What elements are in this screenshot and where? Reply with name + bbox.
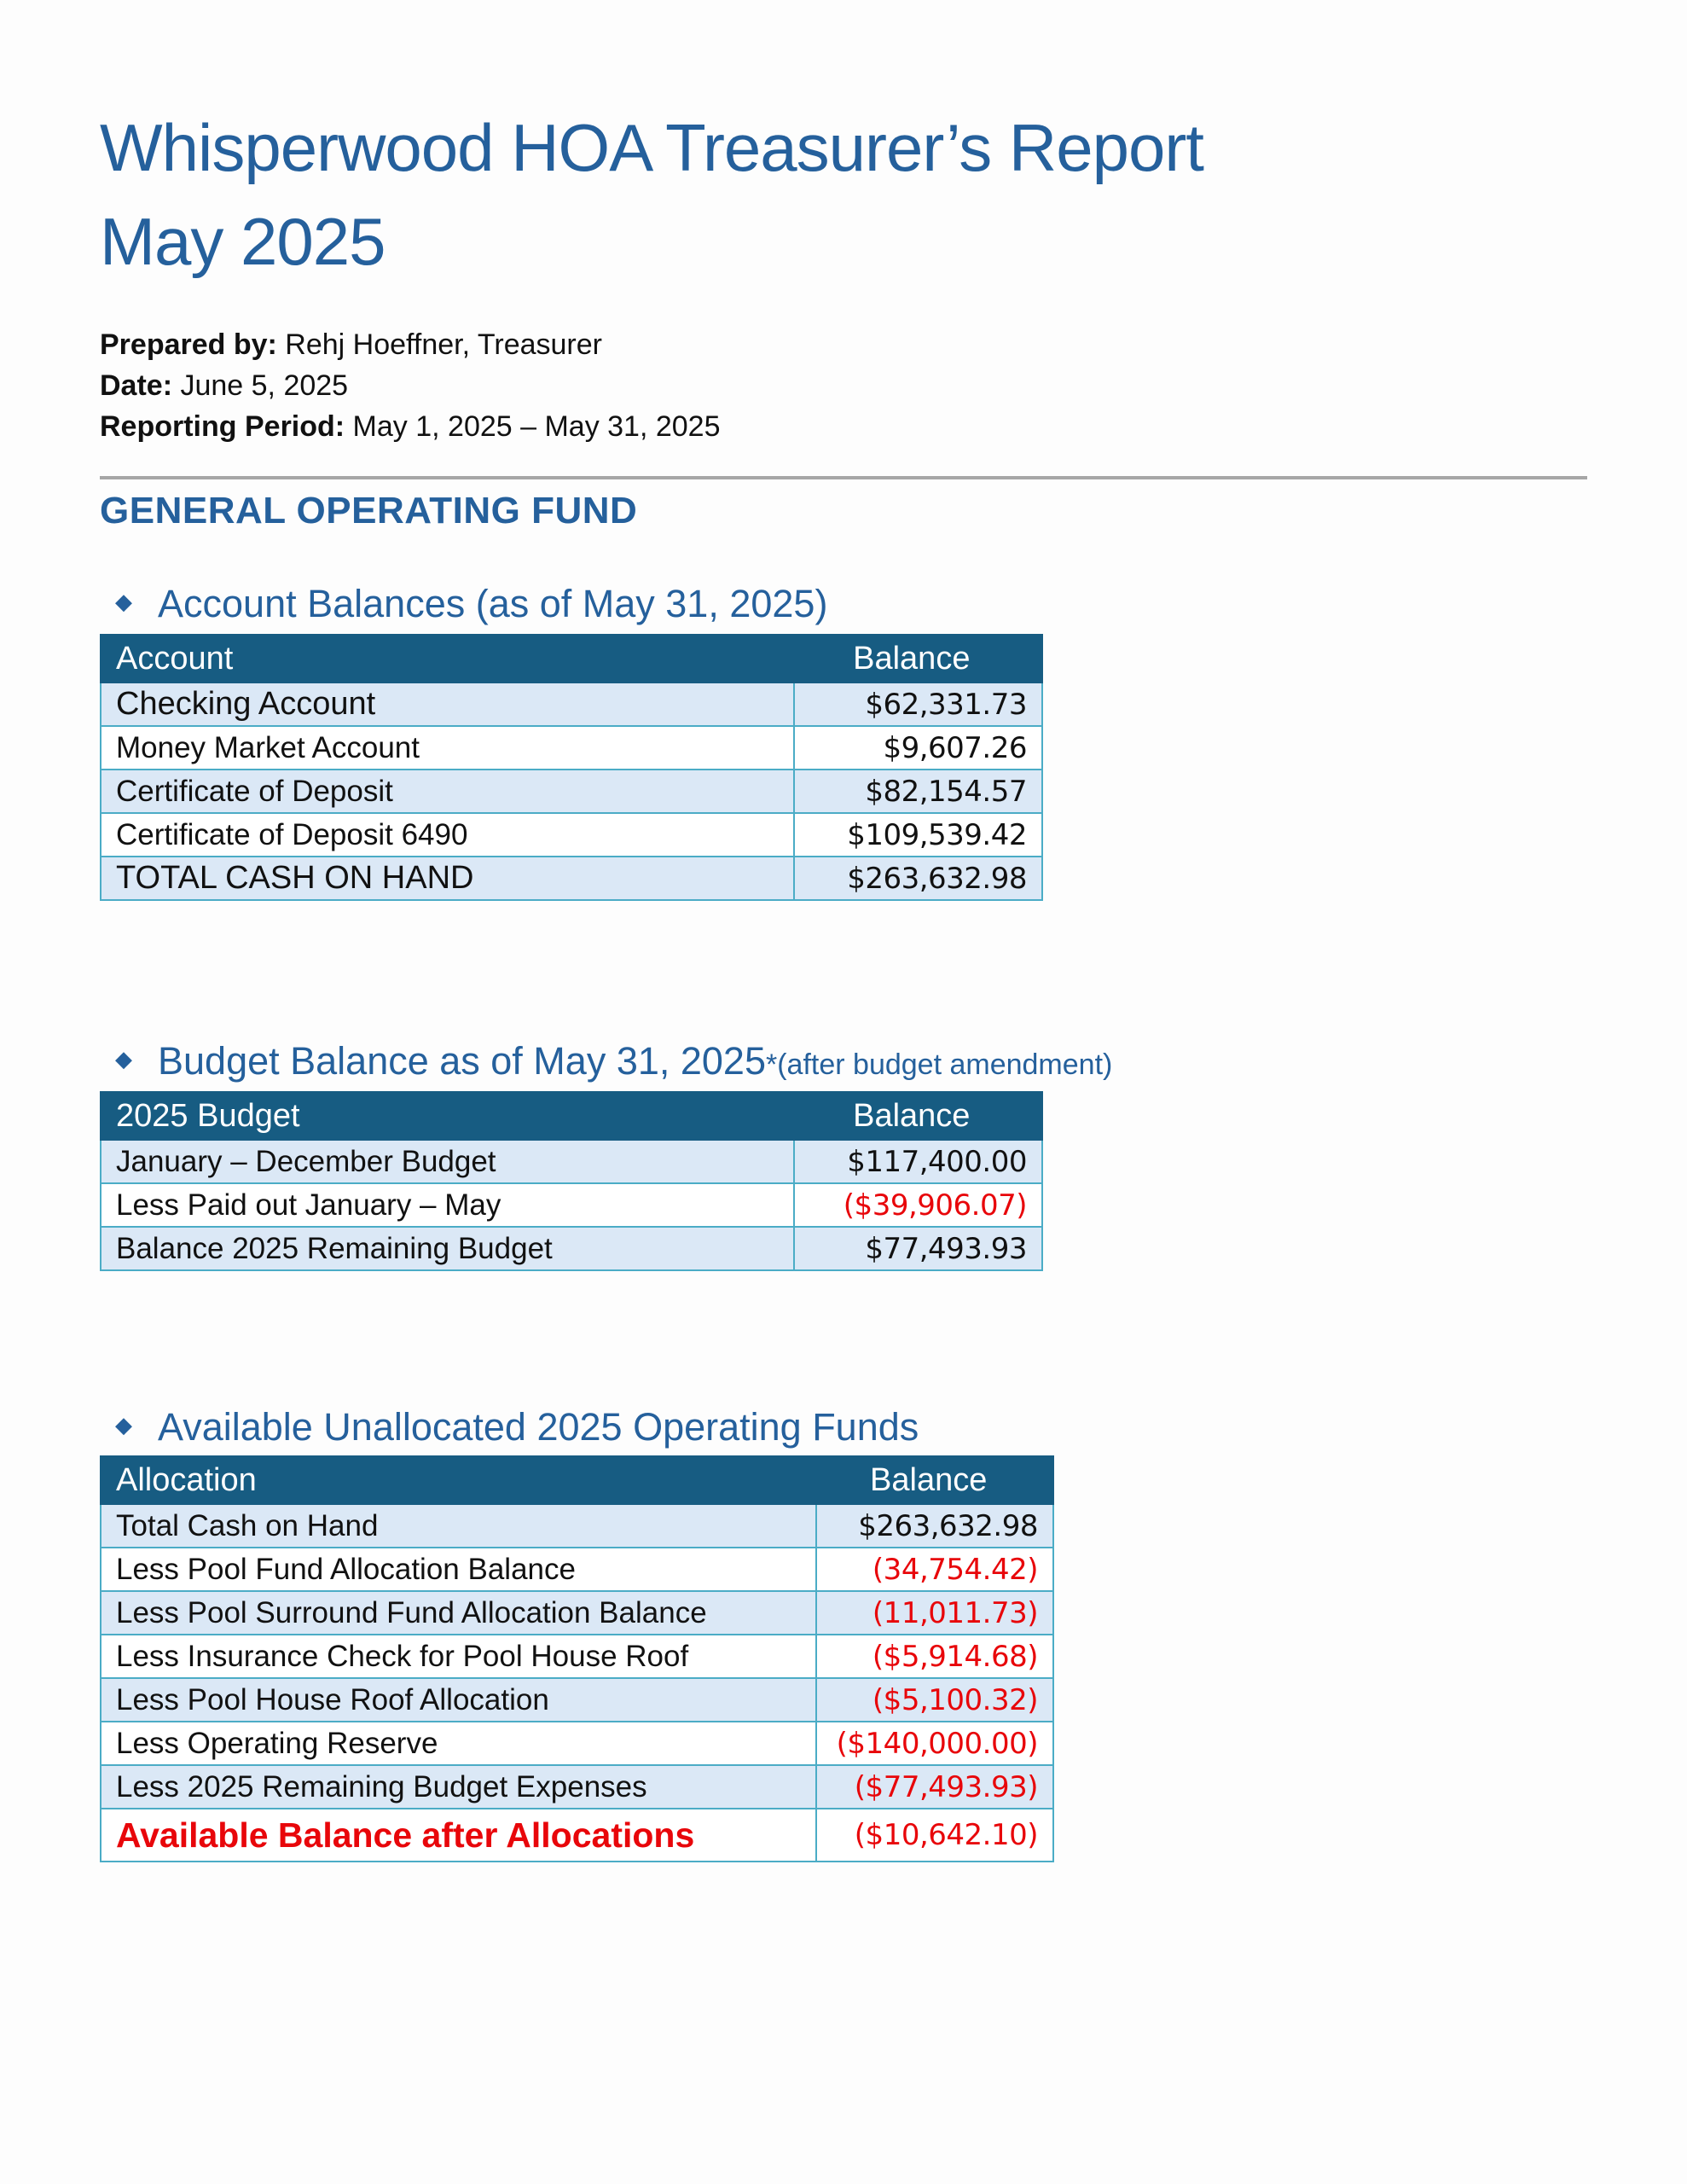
table-row <box>101 1227 1042 1270</box>
table-row <box>101 1548 1053 1591</box>
row-label: Checking Account <box>101 682 794 726</box>
row-value: $9,607.26 <box>794 726 1042 770</box>
row-value: $263,632.98 <box>794 857 1042 900</box>
row-label: Less Pool House Roof Allocation <box>101 1678 816 1722</box>
row-label: Less Pool Fund Allocation Balance <box>101 1548 816 1591</box>
row-label: Balance 2025 Remaining Budget <box>101 1227 794 1270</box>
header-balance: Balance <box>794 635 1042 682</box>
period-line <box>100 406 721 447</box>
report-meta <box>100 324 721 447</box>
table-row <box>101 1504 1053 1548</box>
budget-balance-table <box>100 1091 1043 1271</box>
row-value: ($10,642.10) <box>816 1809 1053 1862</box>
report-title-line1: Whisperwood HOA Treasurer’s Report <box>100 110 1203 185</box>
row-label: January – December Budget <box>101 1140 794 1183</box>
account-balances-heading <box>115 582 827 626</box>
row-value: $263,632.98 <box>816 1504 1053 1548</box>
diamond-bullet-icon: ◆ <box>115 588 132 614</box>
unallocated-table <box>100 1455 1054 1862</box>
available-balance-row <box>101 1809 1053 1862</box>
row-value: $77,493.93 <box>794 1227 1042 1270</box>
account-balances-title: Account Balances (as of May 31, 2025) <box>158 582 828 625</box>
diamond-bullet-icon: ◆ <box>115 1045 132 1072</box>
report-title-line2: May 2025 <box>100 204 386 279</box>
prepared-by-value: Rehj Hoeffner, Treasurer <box>276 328 602 361</box>
row-value: (11,011.73) <box>816 1591 1053 1635</box>
header-budget: 2025 Budget <box>101 1092 794 1140</box>
row-label: Certificate of Deposit 6490 <box>101 813 794 857</box>
row-label: Money Market Account <box>101 726 794 770</box>
table-header-row <box>101 635 1042 682</box>
row-label: Available Balance after Allocations <box>101 1809 816 1862</box>
table-row <box>101 1140 1042 1183</box>
header-allocation: Allocation <box>101 1456 816 1504</box>
unallocated-heading <box>115 1405 919 1449</box>
row-value: $109,539.42 <box>794 813 1042 857</box>
prepared-by-label: Prepared by: <box>100 328 277 361</box>
table-row <box>101 770 1042 813</box>
account-balances-table <box>100 634 1043 901</box>
prepared-by-line <box>100 324 721 365</box>
table-header-row <box>101 1456 1053 1504</box>
budget-balance-note: *(after budget amendment) <box>766 1048 1113 1081</box>
budget-balance-heading <box>115 1039 1112 1083</box>
table-row <box>101 1183 1042 1227</box>
date-value: June 5, 2025 <box>172 369 349 402</box>
row-value: (34,754.42) <box>816 1548 1053 1591</box>
table-row <box>101 726 1042 770</box>
table-row <box>101 813 1042 857</box>
row-value: ($140,000.00) <box>816 1722 1053 1765</box>
row-label: Less Insurance Check for Pool House Roof <box>101 1635 816 1678</box>
table-row <box>101 1635 1053 1678</box>
table-row <box>101 682 1042 726</box>
header-balance: Balance <box>816 1456 1053 1504</box>
row-label: TOTAL CASH ON HAND <box>101 857 794 900</box>
row-value: $62,331.73 <box>794 682 1042 726</box>
row-value: ($39,906.07) <box>794 1183 1042 1227</box>
table-row <box>101 1765 1053 1809</box>
table-row <box>101 1678 1053 1722</box>
row-value: ($77,493.93) <box>816 1765 1053 1809</box>
date-line <box>100 365 721 406</box>
row-value: ($5,914.68) <box>816 1635 1053 1678</box>
row-value: $82,154.57 <box>794 770 1042 813</box>
section-divider <box>100 476 1587 479</box>
row-value: ($5,100.32) <box>816 1678 1053 1722</box>
row-label: Certificate of Deposit <box>101 770 794 813</box>
table-header-row <box>101 1092 1042 1140</box>
total-row <box>101 857 1042 900</box>
header-account: Account <box>101 635 794 682</box>
report-title <box>100 101 1203 288</box>
date-label: Date: <box>100 369 173 402</box>
row-label: Total Cash on Hand <box>101 1504 816 1548</box>
row-label: Less Paid out January – May <box>101 1183 794 1227</box>
table-row <box>101 1722 1053 1765</box>
fund-heading: GENERAL OPERATING FUND <box>100 490 638 531</box>
budget-balance-title: Budget Balance as of May 31, 2025 <box>158 1039 766 1083</box>
table-row <box>101 1591 1053 1635</box>
header-balance: Balance <box>794 1092 1042 1140</box>
diamond-bullet-icon: ◆ <box>115 1411 132 1438</box>
row-label: Less Operating Reserve <box>101 1722 816 1765</box>
period-value: May 1, 2025 – May 31, 2025 <box>345 410 721 443</box>
row-label: Less 2025 Remaining Budget Expenses <box>101 1765 816 1809</box>
row-label: Less Pool Surround Fund Allocation Balance <box>101 1591 816 1635</box>
unallocated-title: Available Unallocated 2025 Operating Funds <box>158 1405 919 1449</box>
row-value: $117,400.00 <box>794 1140 1042 1183</box>
period-label: Reporting Period: <box>100 410 345 443</box>
